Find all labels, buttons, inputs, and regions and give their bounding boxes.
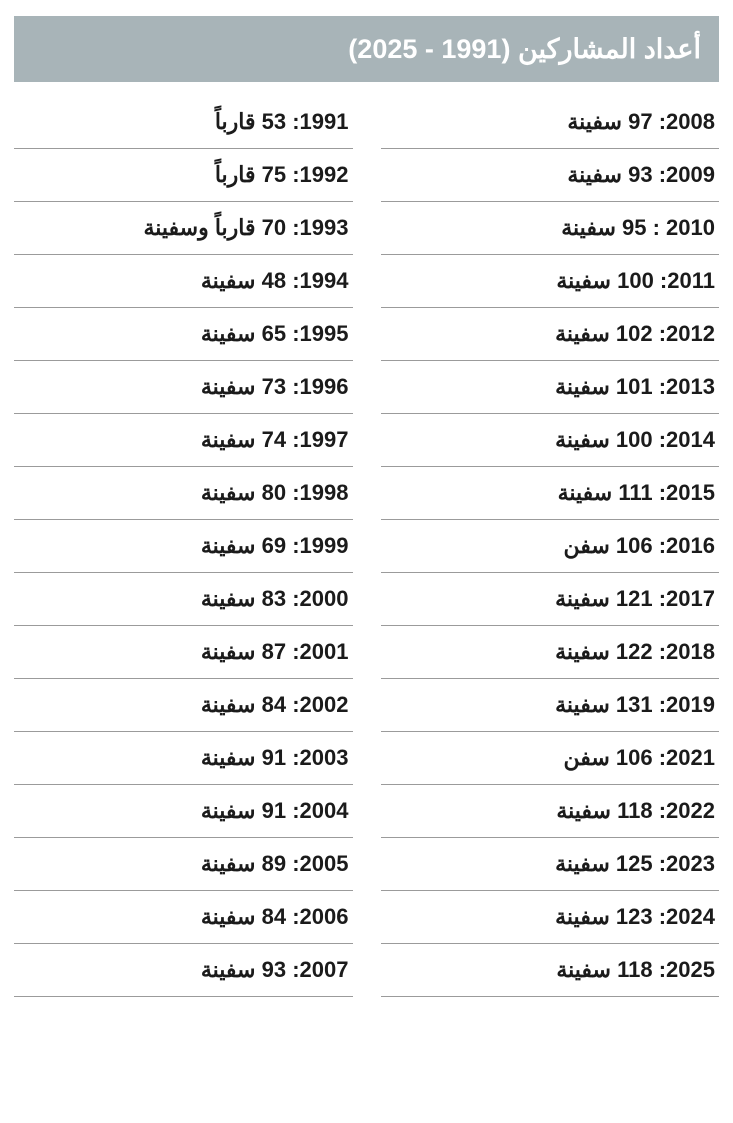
row-entry: 2021: 106 سفن	[563, 745, 715, 771]
row-entry: 2012: 102 سفينة	[555, 321, 715, 347]
table-row	[14, 679, 353, 732]
table-row	[14, 202, 353, 255]
table-row	[381, 414, 720, 467]
row-entry: 2007: 93 سفينة	[200, 957, 349, 983]
row-entry: 2017: 121 سفينة	[555, 586, 715, 612]
table-row	[381, 520, 720, 573]
row-entry: 2011: 100 سفينة	[556, 268, 715, 294]
table-row	[381, 149, 720, 202]
row-entry: 1992: 75 قارباً	[214, 162, 349, 188]
table-row	[14, 255, 353, 308]
table-row	[14, 96, 353, 149]
table-row	[381, 732, 720, 785]
row-entry: 2013: 101 سفينة	[555, 374, 715, 400]
row-entry: 2024: 123 سفينة	[555, 904, 715, 930]
row-entry: 2002: 84 سفينة	[200, 692, 349, 718]
table-row	[14, 149, 353, 202]
table-row	[381, 679, 720, 732]
table-row	[381, 838, 720, 891]
table-column-left	[381, 96, 720, 997]
table-row	[14, 732, 353, 785]
page-title-bar	[14, 16, 719, 82]
row-entry: 1999: 69 سفينة	[200, 533, 349, 559]
page-title: أعداد المشاركين (1991 - 2025)	[348, 33, 701, 64]
row-entry: 2001: 87 سفينة	[200, 639, 349, 665]
row-entry: 1997: 74 سفينة	[200, 427, 349, 453]
table-row	[381, 467, 720, 520]
table-row	[14, 785, 353, 838]
row-entry: 2006: 84 سفينة	[200, 904, 349, 930]
table-row	[381, 255, 720, 308]
table-row	[14, 944, 353, 997]
row-entry: 2023: 125 سفينة	[555, 851, 715, 877]
participants-table	[14, 96, 719, 997]
table-row	[14, 573, 353, 626]
table-row	[14, 838, 353, 891]
table-row	[381, 891, 720, 944]
row-entry: 2018: 122 سفينة	[555, 639, 715, 665]
row-entry: 2016: 106 سفن	[563, 533, 715, 559]
table-row	[14, 308, 353, 361]
table-row	[381, 626, 720, 679]
table-row	[381, 573, 720, 626]
table-row	[381, 785, 720, 838]
table-row	[14, 520, 353, 573]
table-column-right	[14, 96, 353, 997]
row-entry: 1993: 70 قارباً وسفينة	[143, 215, 349, 241]
table-row	[381, 944, 720, 997]
row-entry: 1991: 53 قارباً	[214, 109, 349, 135]
row-entry: 1995: 65 سفينة	[200, 321, 349, 347]
table-row	[14, 414, 353, 467]
row-entry: 2022: 118 سفينة	[556, 798, 715, 824]
row-entry: 1994: 48 سفينة	[200, 268, 349, 294]
row-entry: 2025: 118 سفينة	[556, 957, 715, 983]
row-entry: 1996: 73 سفينة	[200, 374, 349, 400]
row-entry: 2004: 91 سفينة	[200, 798, 349, 824]
row-entry: 2003: 91 سفينة	[200, 745, 349, 771]
table-row	[14, 467, 353, 520]
row-entry: 2010 : 95 سفينة	[561, 215, 715, 241]
table-row	[14, 626, 353, 679]
table-row	[14, 891, 353, 944]
row-entry: 1998: 80 سفينة	[200, 480, 349, 506]
table-row	[381, 308, 720, 361]
table-row	[381, 361, 720, 414]
row-entry: 2008: 97 سفينة	[567, 109, 715, 135]
table-row	[14, 361, 353, 414]
table-row	[381, 96, 720, 149]
row-entry: 2015: 111 سفينة	[557, 480, 715, 506]
row-entry: 2000: 83 سفينة	[200, 586, 349, 612]
row-entry: 2009: 93 سفينة	[567, 162, 715, 188]
table-row	[381, 202, 720, 255]
row-entry: 2014: 100 سفينة	[555, 427, 715, 453]
row-entry: 2019: 131 سفينة	[555, 692, 715, 718]
row-entry: 2005: 89 سفينة	[200, 851, 349, 877]
